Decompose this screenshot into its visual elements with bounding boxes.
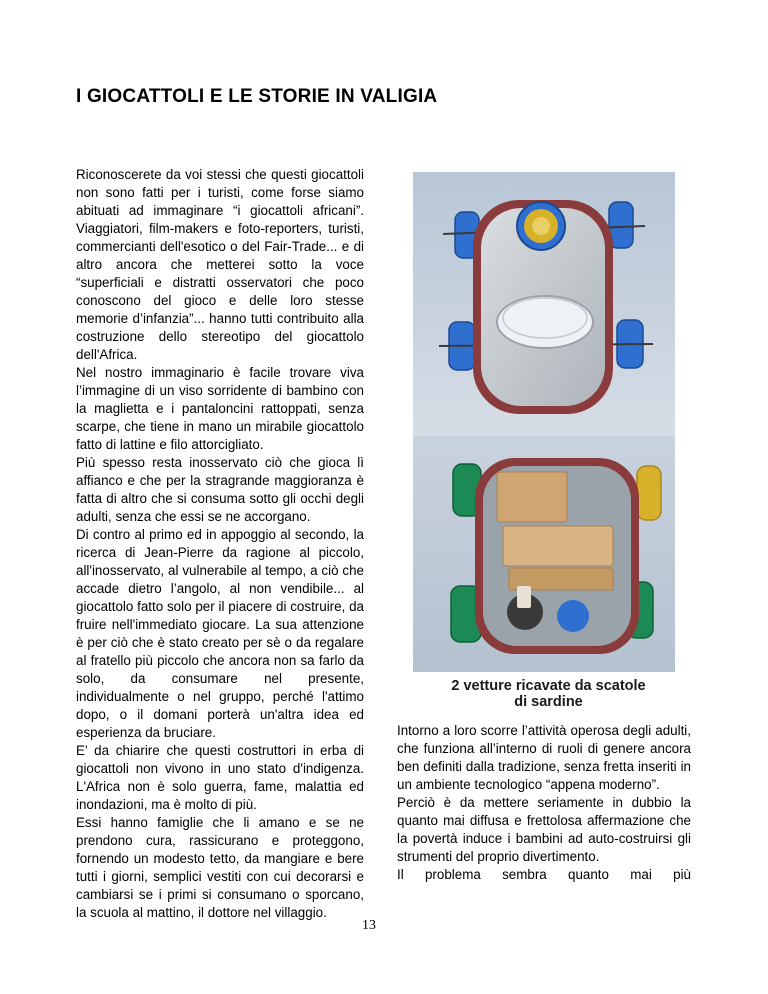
paragraph-continuation: Il problema sembra quanto mai più (397, 867, 691, 882)
page-number: 13 (362, 918, 376, 933)
paragraph: Perciò è da mettere seriamente in dubbio la quanto mai diffusa e frettolosa affermazione che la povertà induce i bambini ad auto-costruirsi gli strumenti del proprio divertimento. (397, 795, 691, 864)
page-title: I GIOCATTOLI E LE STORIE IN VALIGIA (76, 86, 438, 107)
paragraph: Essi hanno famiglie che li amano e se ne prendono cura, rassicurano e proteggono, fornendo un modesto tetto, da mangiare e bere tutti i giorni, semplici vestiti con cui decorarsi e cambiarsi se i primi si consumano o sporcano, la scuola al mattino, il dottore nel villaggio. (76, 815, 364, 920)
paragraph: Riconoscerete da voi stessi che questi giocattoli non sono fatti per i turisti, come forse siamo abituati ad immaginare “i giocattoli africani”. Viaggiatori, film-makers e foto-reporters, turisti, commercianti dell'esotico o del Fair-Trade... e di altro ancora che metterei sotto la voce “superficiali e distratti osservatori che poco conoscono del gioco e delle loro stesse memorie d’infanzia”... hanno tutti contribuito alla costruzione dello stereotipo del giocattolo dell'Africa. (76, 167, 364, 362)
sardine-tin-car-photo-1 (413, 172, 675, 436)
paragraph: Di contro al primo ed in appoggio al secondo, la ricerca di Jean-Pierre da ragione al piccolo, all'inosservato, al vulnerabile al tempo, a ciò che accade dietro l’angolo, al non vendibile... al giocattolo fatto solo per il piacere di costruire, da fruire nell'immediato giocare. La sua attenzione è per ciò che è stato creato per sè o da regalare al fratello più piccolo che ancora non sa farlo da solo, da consumare nel presente, individualmente o nel gruppo, perché l'attimo dopo, o il domani porterà un'altra idea ed esperienza da bruciare. (76, 527, 364, 740)
left-column-bottom (76, 742, 364, 922)
left-column (76, 166, 364, 742)
paragraph: Nel nostro immaginario è facile trovare viva l’immagine di un viso sorridente di bambino con la maglietta e i pantaloncini rattoppati, senza scarpe, che tiene in mano un mirabile giocattolo fatto di lattine e filo attorcigliato. (76, 365, 364, 452)
photo-caption (406, 678, 691, 710)
paragraph: E’ da chiarire che questi costruttori in erba di giocattoli non vivono in uno stato d'indigenza. L'Africa non è solo guerra, fame, malattia ed inondazioni, ma è molto di più. (76, 743, 364, 812)
yellow-cap-wheel (637, 466, 661, 520)
caption-line: 2 vetture ricavate da scatole (451, 678, 646, 694)
caption-line: di sardine (514, 694, 583, 710)
paragraph: Intorno a loro scorre l’attività operosa degli adulti, che funziona all’interno di ruoli di genere ancora ben definiti dalla tradizione, senza fretta inseriti in un ambiente tecnologico “appena moderno”. (397, 723, 691, 792)
paragraph: Più spesso resta inosservato ciò che gioca lì affianco e che per la stragrande maggioranza è fatta di altro che si consuma sotto gli occhi degli adulti, senza che essi se ne accorgano. (76, 455, 364, 524)
right-column (397, 722, 691, 884)
sardine-tin-car-photo-2 (413, 436, 675, 672)
